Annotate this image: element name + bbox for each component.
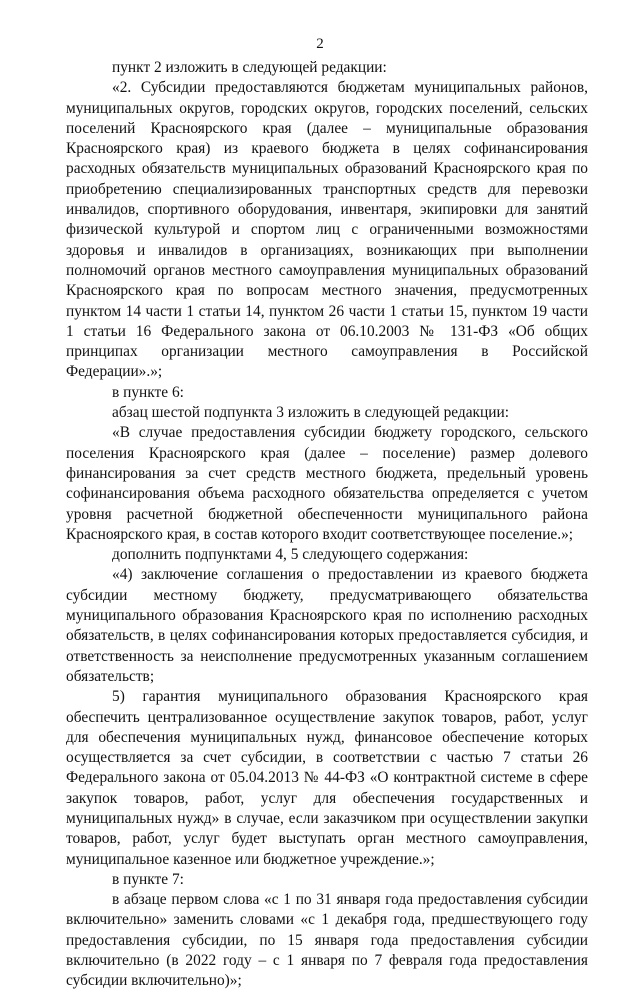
- paragraph: 5) гарантия муниципального образования Красноярского края обеспечить централизованное осуществление закупок товаров, работ, услуг для обеспечения муниципальных нужд, финансовое обеспечение которых осуществляется за счет субсидии, в соответствии с частью 7 статьи 26 Федерального закона от 05.04.2013 № 44-ФЗ «О контрактной системе в сфере закупок товаров, работ, услуг для обеспечения государственных и муниципальных нужд» в случае, если заказчиком при осуществлении закупки товаров, работ, услуг будет выступать орган местного самоуправления, муниципальное казенное или бюджетное учреждение.»;: [66, 688, 588, 868]
- paragraph: в абзаце первом слова «с 1 по 31 января года предоставления субсидии включительно» заменить словами «с 1 декабря года, предшествующего году предоставления субсидии, по 15 января года предоставления субсидии включительно (в 2022 году – с 1 января по 7 февраля года предоставления субсидии включительно)»;: [66, 891, 588, 990]
- paragraph: «4) заключение соглашения о предоставлении из краевого бюджета субсидии местному бюджету, предусматривающего обязательства муниципального образования Красноярского края по исполнению расходных обязательств, в целях софинансирования которых предоставляется субсидия, и ответственность за неисполнение предусмотренных указанным соглашением обязательств;: [66, 566, 588, 685]
- page-number: 2: [316, 36, 324, 52]
- document-body: [66, 58, 588, 992]
- paragraph: пункт 2 изложить в следующей редакции:: [112, 59, 387, 76]
- paragraph: дополнить подпунктами 4, 5 следующего содержания:: [112, 546, 469, 564]
- paragraph: в пункте 7:: [112, 870, 184, 888]
- paragraph: в пункте 6:: [112, 383, 184, 401]
- paragraph: «В случае предоставления субсидии бюджету городского, сельского поселения Красноярского края (далее – поселение) размер долевого финансирования за счет средств местного бюджета, предельный уровень софинансирования объема расходного обязательства определяется с учетом уровня расчетной бюджетной обеспеченности муниципального района Красноярского края, в состав которого входит соответствующее поселение.»;: [66, 424, 588, 543]
- paragraph: абзац шестой подпункта 3 изложить в следующей редакции:: [112, 404, 510, 422]
- paragraph: «2. Субсидии предоставляются бюджетам муниципальных районов, муниципальных округов, городских округов, городских поселений, сельских поселений Красноярского края (далее – муниципальные образования Красноярского края) из краевого бюджета в целях софинансирования расходных обязательств муниципальных образований Красноярского края по приобретению специализированных транспортных средств для перевозки инвалидов, спортивного оборудования, инвентаря, экипировки для занятий физической культурой и спортом лиц с ограниченными возможностями здоровья и инвалидов в организациях, возникающих при выполнении полномочий органов местного самоуправления муниципальных образований Красноярского края по вопросам местного значения, предусмотренных пунктом 14 части 1 статьи 14, пунктом 26 части 1 статьи 15, пунктом 19 части 1 статьи 16 Федерального закона от 06.10.2003 № 131-ФЗ «Об общих принципах организации местного самоуправления в Российской Федерации».»;: [66, 79, 588, 381]
